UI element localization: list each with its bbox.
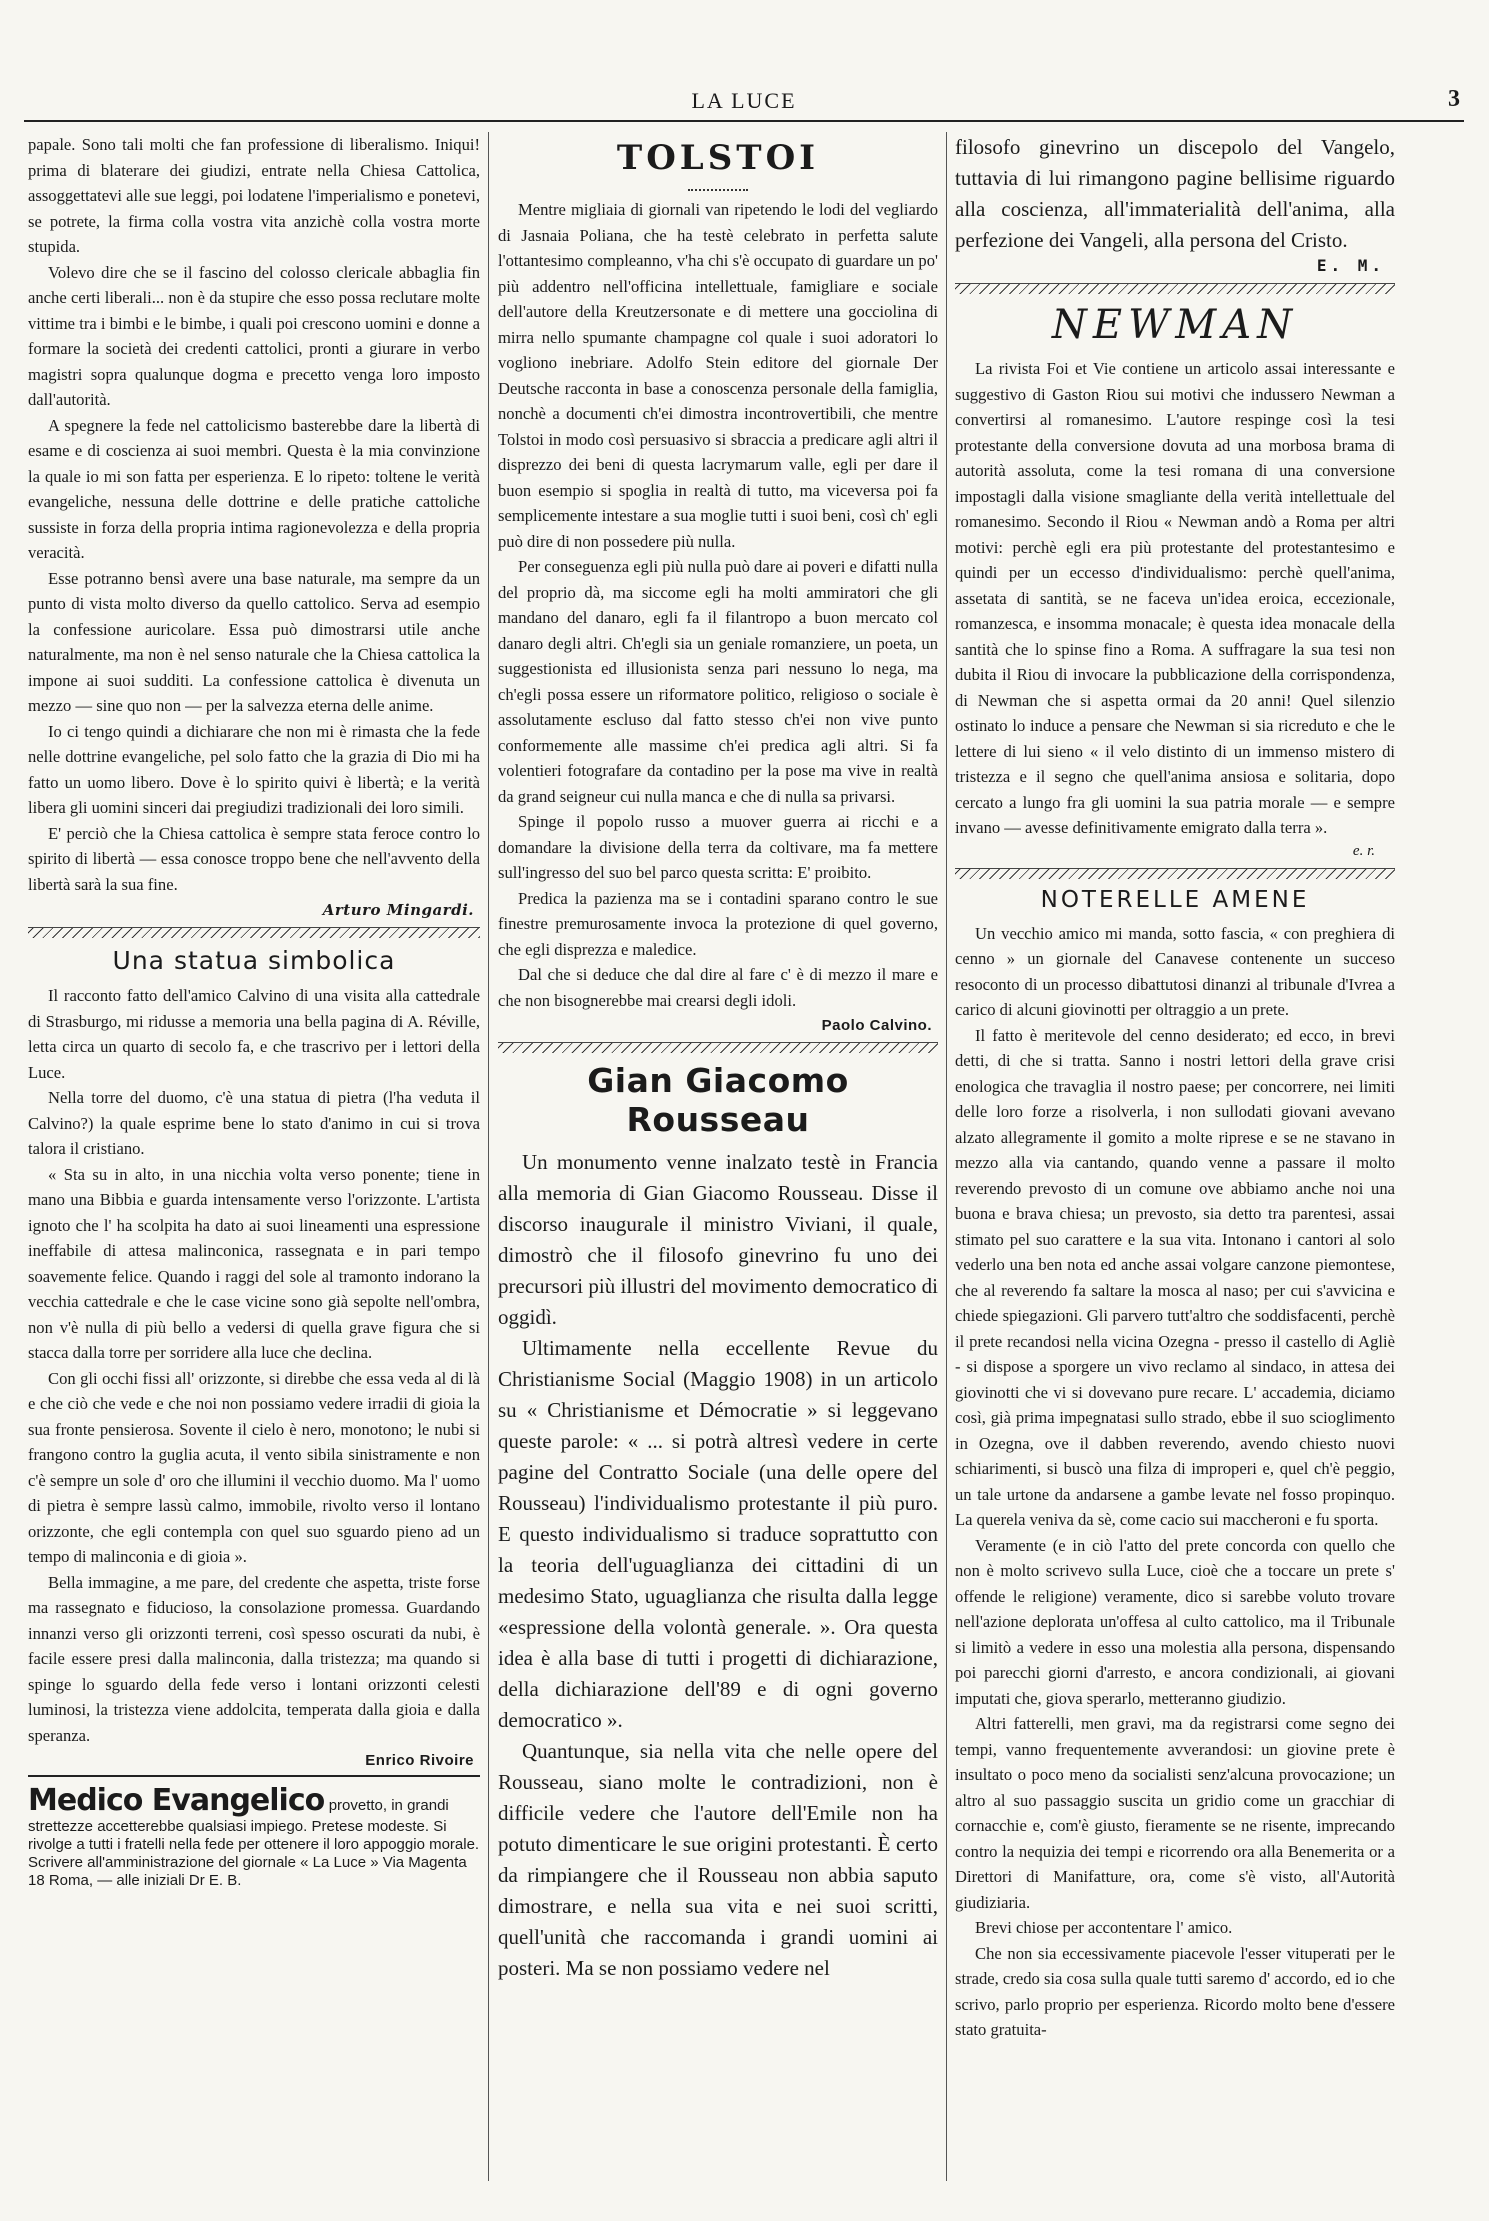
paragraph: Nella torre del duomo, c'è una statua di pietra (l'ha veduta il Calvino?) la quale esprime bene lo stato d'animo in cui si trova talora il cristiano. [28, 1088, 480, 1158]
paragraph: Che non sia eccessivamente piacevole l'esser vituperati per le strade, credo sia cosa sulla quale tutti saremo d' accordo, ed io che scrivo, parlo proprio per esperienza. Ricordo molto bene d'essere stato gratuita- [955, 1943, 1395, 2039]
ad-title: Medico Evangelico [28, 1783, 325, 1818]
section-divider [498, 1042, 938, 1053]
paragraph: Esse potranno bensì avere una base naturale, ma sempre da un punto di vista molto diverso da quello cattolico. Serva ad esempio la confessione auricolare. Essa può dimostrarsi utile anche naturalmente, ma non è nel senso naturale che la Chiesa cattolica la impone ai suoi sudditi. La confessione cattolica è divenuta un mezzo — sine quo non — per la salvezza eterna delle anime. [28, 568, 480, 715]
paragraph: Spinge il popolo russo a muover guerra ai ricchi e a domandare la divisione della terra da coltivare, ma fa mettere sull'ingresso del suo bel parco questa scritta: E' proibito. [498, 812, 938, 882]
author-signature: Enrico Rivoire [365, 1752, 474, 1769]
paragraph: Il fatto è meritevole del cenno desiderato; ed ecco, in brevi detti, di che si tratta. Sanno i nostri lettori della grave crisi enologica che travaglia il nostro paese; per concorrere, nei limiti delle loro forze a risolverla, i non sullodati giovani avevano alzato allegramente il gomito a molte riprese e se ne stavano in mezzo alla via cantando, quando venne a passare il molto reverendo prevosto di un comune ove abbiamo anche noi una buona e brava chiesa; un prevosto, sia detto tra parentesi, assai stimato pel suo carattere e la sua vita. Intonano i cantori al solo vederlo una ben nota ed anche assai volgare canzone piemontese, che al reverendo fa saltare la mosca al naso; per cui s'avvicina e chiede spiegazioni. Gli parvero tutt'altro che soddisfacenti, perchè il prete recandosi nella vicina Ozegna - presso il castello di Agliè - si dispose a sporgere un vivo reclamo al sindaco, in attesa dei giovinotti che vi si dovevano pure recare. L' accademia, diciamo così, già prima impegnatasi sullo strado, ebbe il suo scioglimento in Ozegna, ove il dabben reverendo, avendo chiesto nuovi schiarimenti, si buscò una filza di improperi e, quel ch'è peggio, un tale urtone da andarsene a gambe levate nel fosso propinquo. La querela veniva da sè, come cacio sui maccheroni e fu sporta. [955, 1025, 1395, 1529]
author-signature: Arturo Mingardi. [322, 901, 474, 919]
paragraph: Un vecchio amico mi manda, sotto fascia, « con preghiera di cenno » un giornale del Canavese contenente un succeso resoconto di un processo dibattutosi dinanzi al tribunale d'Ivrea a carico di alcuni giovinotti per oltraggio a un prete. [955, 923, 1395, 1019]
paragraph: Mentre migliaia di giornali van ripetendo le lodi del vegliardo di Jasnaia Poliana, che ha testè celebrato in perfetta salute l'ottantesimo compleanno, v'ha chi s'è occupato di guardare un po' più addentro nell'officina intellettuale, famigliare e sociale dell'autore della Kreutzersonate e di mettere una gocciolina di mirra nello spumante champagne col quale i suoi adoratori lo vogliono inebriare. Adolfo Stein editore del giornale Der Deutsche racconta in base a conoscenza personale della famiglia, nonchè a documenti ch'ei dimostra incontrovertibili, che mentre Tolstoi in modo così persuasivo si sbraccia a predicare agli altri il disprezzo dei beni di questa lacrymarum valle, egli per dare il buon esempio si spoglia in realtà di tutto, ma viceversa poi fa semplicemente intestare a sua moglie tutti i suoi beni, così ch' egli può dire di non possedere più nulla. [498, 200, 938, 551]
paragraph: Brevi chiose per accontentare l' amico. [975, 1918, 1233, 1937]
paragraph: Io ci tengo quindi a dichiarare che non mi è rimasta che la fede nelle dottrine evangeliche, pel solo fatto che la grazia di Dio mi ha fatto un uomo libero. Dove è lo spirito quivi è libertà; e la verità libera gli uomini sinceri dai pregiudizi tradizionali dei loro simili. [28, 721, 480, 817]
author-signature: e. r. [1352, 842, 1375, 859]
paragraph: Veramente (e in ciò l'atto del prete concorda con quello che non è molto scrivevo sulla Luce, cioè che a toccare un prete s' offende le religione) veramente, dico si sarebbe voluto trovare nell'azione deplorata un'offesa al culto cattolico, ma il Tribunale si limitò a vedere in esso una molestia alla persona, dispensando poi parecchi giorni d'arresto, e ancora condizionali, ai giovani imputati che, giova sperarlo, metteranno giudizio. [955, 1535, 1395, 1708]
article-title: NOTERELLE AMENE [1040, 886, 1310, 913]
page-header [24, 82, 1464, 122]
article-title: Gian Giacomo Rousseau [587, 1061, 849, 1139]
column-divider [946, 132, 947, 2181]
paragraph: Per conseguenza egli più nulla può dare ai poveri e difatti nulla del proprio dà, ma siccome egli ha molti ammiratori che gli mandano del danaro, egli fa il filantropo a buon mercato col danaro degli altri. Ch'egli sia un geniale romanziere, un poeta, un suggestionista ed illusionista senza pari nessuno lo nega, ma ch'egli possa essere un riformatore politico, religioso o sociale è assolutamente escluso dal fatto stesso ch'ei non vive punto conformemente alle massime ch'ei predica agli altri. Si fa volentieri fotografare da contadino per la pose ma vive in realtà da grand seigneur cui nulla manca e che di nulla sa privarsi. [498, 557, 938, 806]
section-divider [955, 283, 1395, 294]
paragraph: filosofo ginevrino un discepolo del Vangelo, tuttavia di lui rimangono pagine bellisime riguardo alla coscienza, all'immaterialità dell'anima, alla perfezione dei Vangeli, alla persona del Cristo. [955, 135, 1395, 252]
paragraph: Predica la pazienza ma se i contadini sparano contro le sue finestre premurosamente invoca la protezione di quel governo, che egli disprezza e maledice. [498, 888, 938, 959]
paragraph: E' perciò che la Chiesa cattolica è sempre stata feroce contro lo spirito di libertà — essa conosce troppo bene che nell'avvento della libertà sarà la sua fine. [28, 823, 480, 894]
author-signature: Paolo Calvino. [821, 1017, 932, 1034]
classified-ad [28, 1775, 480, 1890]
column-divider [488, 132, 489, 2181]
article-body [498, 197, 938, 1013]
article-title: TOLSTOI [616, 138, 820, 178]
article-continued [28, 132, 480, 897]
paragraph: Volevo dire che se il fascino del colosso clericale abbaglia fin anche certi liberali... non è da stupire che esso possa reclutare molte vittime tra i bimbi e le bimbe, i quali poi crescono uomini e donne a formare la società dei credenti cattolici, pronti a giurare in verbo magistri sopra qualunque dogma e precetto venga loro imposto dall'autorità. [28, 262, 480, 409]
paragraph: La rivista Foi et Vie contiene un articolo assai interessante e suggestivo di Gaston Riou sui motivi che indussero Newman a convertirsi al romanesimo. L'autore respinge così la tesi protestante della conversione dovuta ad una morbosa brama di autorità assoluta, come la tesi romana di una conversione impostagli dalla visione smagliante della verità intellettuale del romanesimo. Secondo il Riou « Newman andò a Roma per altri motivi: perchè egli era più protestante del protestantesimo e quindi per un eccesso d'individualismo: perchè quell'anima, assetata di santità, se ne faceva un'idea eroica, eccezionale, romanzesca, e insomma monacale; è questa idea monacale della santità che lo spinse fino a Roma. A suffragare la sua tesi non dubita il Riou di invocare la pubblicazione della corrispondenza, di Newman che si aspetta ormai da 20 anni! Quel silenzio ostinato lo induce a pensare che Newman si sia ricreduto e che le lettere di lui sieno « il velo distinto di un immenso mistero di tristezza e il segno che quell'anima ansiosa e solitaria, dopo cercato a lungo fra gli uomini la sua patria morale — e sempre invano — avesse definitivamente emigrato dalla terra ». [955, 359, 1395, 837]
article-body [498, 1147, 938, 1984]
ad-text: provetto, in grandi strettezze accetterebbe qualsiasi impiego. Pretese modeste. Si rivolge a tutti i fratelli nella fede per ottenere il loro appoggio morale. Scrivere all'amministrazione del giornale « La Luce » Via Magenta 18 Roma, — alle iniziali Dr E. B. [28, 1797, 480, 1889]
article-title: Una statua simbolica [112, 946, 396, 975]
article-body [955, 356, 1395, 841]
paragraph: Bella immagine, a me pare, del credente che aspetta, triste forse ma rassegnato e fiducioso, la consolazione promessa. Guardando innanzi verso gli orizzonti terreni, così spesso oscurati da nubi, è facile essere presi dalla malinconia, dalla tristezza; ma quando si spinge lo sguardo della fede verso i lontani orizzonti celesti luminosi, la tristezza viene addolcita, temperata dalla gioia e dalla speranza. [28, 1572, 480, 1745]
column-right [955, 132, 1395, 2209]
section-divider [955, 868, 1395, 879]
column-left [28, 132, 480, 2209]
article-body [28, 983, 480, 1748]
paragraph: papale. Sono tali molti che fan professione di liberalismo. Iniqui! prima di blaterare dei giudizi, entrate nella Chiesa Cattolica, assoggettatevi alle sue leggi, poi lodatene l'imperialismo e ponetevi, se potrete, la firma colla vostra vita anzichè colla vostra morte stupida. [28, 135, 480, 256]
paragraph: Quantunque, sia nella vita che nelle opere del Rousseau, siano molte le contradizioni, non è difficile vedere che l'autore dell'Emile non ha potuto dimenticare le sue origini protestanti. È certo da rimpiangere che il Rousseau non abbia saputo dimostrare, e nella sua vita e nei suoi scritti, quell'unità che raccomanda i grandi uomini ai posteri. Ma se non possiamo vedere nel [498, 1739, 938, 1980]
column-middle [498, 132, 938, 2209]
author-signature: E. M. [1316, 256, 1385, 275]
paragraph: Dal che si deduce che dal dire al fare c' è di mezzo il mare e che non bisognerebbe mai crearsi degli idoli. [498, 965, 938, 1010]
paragraph: Ultimamente nella eccellente Revue du Christianisme Social (Maggio 1908) in un articolo su « Christianisme et Démocratie » si leggevano queste parole: « ... si potrà altresì vedere in certe pagine del Contratto Sociale (una delle opere del Rousseau) l'individualismo protestante il più puro. E questo individualismo si traduce soprattutto con la teoria dell'uguaglianza dei cittadini di un medesimo Stato, uguaglianza che risulta dalla legge «espressione della volontà generale. ». Ora questa idea è alla base di tutti i progetti di dichiarazione, della dichiarazione dell'89 e di ogni governo democratico ». [498, 1336, 938, 1732]
paragraph: « Sta su in alto, in una nicchia volta verso ponente; tiene in mano una Bibbia e guarda intensamente verso l'orizzonte. L'artista ignoto che l' ha scolpita ha dato ai suoi lineamenti una espressione ineffabile di attesa malinconica, rassegnata e in pari tempo soavemente felice. Quando i raggi del sole al tramonto indorano la vecchia cattedrale e che le case vicine sono già sepolte nell'ombra, non v'è nulla di più bello a vedersi di quella grave figura che si stacca dalla torre per sorridere alla luce che declina. [28, 1164, 480, 1362]
section-divider [28, 927, 480, 938]
article-title: NEWMAN [1051, 302, 1299, 348]
paragraph: Un monumento venne inalzato testè in Francia alla memoria di Gian Giacomo Rousseau. Disse il discorso inaugurale il ministro Viviani, il quale, dimostrò che il filosofo ginevrino fu uno dei precursori più illustri del movimento democratico di oggidì. [498, 1150, 938, 1329]
article-continued [955, 132, 1395, 256]
page-number: 3 [1448, 86, 1460, 112]
paragraph: Il racconto fatto dell'amico Calvino di una visita alla cattedrale di Strasburgo, mi ridusse a memoria una bella pagina di A. Réville, letta circa un quarto di secolo fa, e che trascrivo per i lettori della Luce. [28, 986, 480, 1082]
title-ornament [688, 184, 748, 191]
paragraph: Altri fatterelli, men gravi, ma da registrarsi come segno dei tempi, vanno frequentemente avverandosi: un giovine prete è insultato o poco meno da socialisti senz'alcuna provocazione; un altro al suo passaggio suscita un gridio come un gracchiar di cornacchie e, com'è giusto, fieramente se ne risente, imprecando contro la nequizia dei tempi e ricorrendo ora alla Benemerita or a Direttori di Manifatture, ora, come s'è visto, all'Autorità giudiziaria. [955, 1714, 1395, 1912]
newspaper-title: LA LUCE [691, 88, 797, 113]
paragraph: A spegnere la fede nel cattolicismo basterebbe dare la libertà di esame e di coscienza ai suoi membri. Questa è la mia convinzione la quale io mi son fatta per esperienza. E lo ripeto: toltene le verità evangeliche, nessuna delle dottrine e delle pratiche cattoliche sussiste in forza della propria intima ragionevolezza e della propria veracità. [28, 415, 480, 562]
article-body [955, 921, 1395, 2043]
paragraph: Con gli occhi fissi all' orizzonte, si direbbe che essa veda al di là e che ciò che vede e che noi non possiamo vedere irradii di gioia la sua fronte pensierosa. Sovente il cielo è nero, monotono; le nubi si frangono contro la guglia acuta, il vento sibila sinistramente e non c'è sempre un sole d' oro che illumini il vecchio duomo. Ma l' uomo di pietra è sempre lassù calmo, immobile, rivolto verso il lontano orizzonte, che egli contempla con quel suo sguardo pieno ad un tempo di malinconia e di gioia ». [28, 1368, 480, 1566]
